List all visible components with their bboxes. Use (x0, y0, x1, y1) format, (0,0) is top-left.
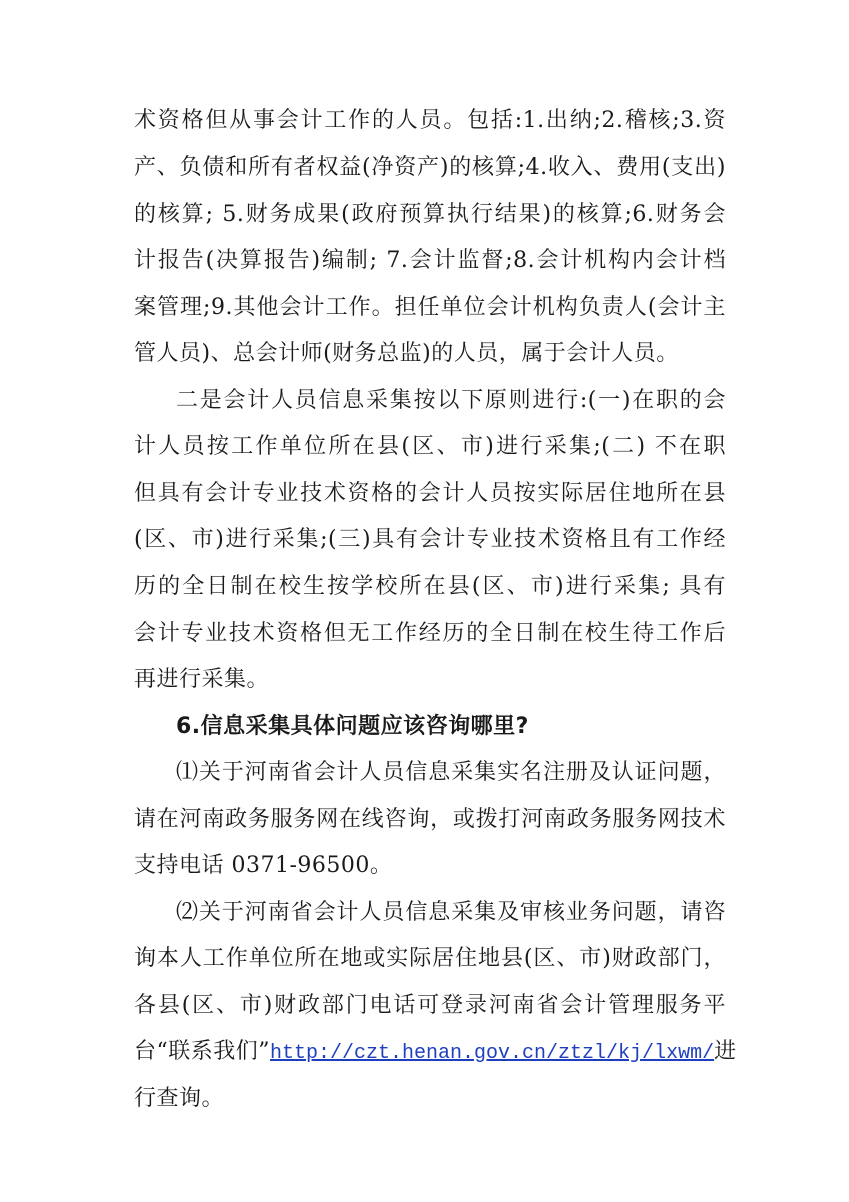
paragraph-line: 的核算; 5.财务成果(政府预算执行结果)的核算;6.财务会 (134, 202, 726, 227)
paragraph-line-with-link (134, 1037, 737, 1067)
paragraph-line: 计报告(决算报告)编制; 7.会计监督;8.会计机构内会计档 (134, 248, 726, 273)
paragraph-line: 历的全日制在校生按学校所在县(区、市)进行采集; 具有 (134, 574, 726, 599)
paragraph-line: 计人员按工作单位所在县(区、市)进行采集;(二) 不在职 (134, 434, 726, 459)
paragraph-line: 案管理;9.其他会计工作。担任单位会计机构负责人(会计主 (134, 295, 726, 320)
section-heading: 6.信息采集具体问题应该咨询哪里? (176, 714, 529, 739)
paragraph-line: ⑴关于河南省会计人员信息采集实名注册及认证问题， (176, 760, 726, 785)
paragraph-line: 会计专业技术资格但无工作经历的全日制在校生待工作后 (134, 621, 726, 646)
paragraph-line: 支持电话 0371-96500。 (134, 853, 393, 878)
paragraph-line: 二是会计人员信息采集按以下原则进行:(一)在职的会 (176, 388, 726, 413)
paragraph-line: 再进行采集。 (134, 667, 270, 692)
contact-us-link[interactable]: http://czt.henan.gov.cn/ztzl/kj/lxwm/ (270, 1042, 715, 1065)
paragraph-line: 各县(区、市)财政部门电话可登录河南省会计管理服务平 (134, 993, 726, 1018)
paragraph-line: 请在河南政务服务网在线咨询，或拨打河南政务服务网技术 (134, 807, 726, 832)
paragraph-line: 管人员)、总会计师(财务总监)的人员，属于会计人员。 (134, 341, 679, 366)
paragraph-line: 询本人工作单位所在地或实际居住地县(区、市)财政部门， (134, 946, 726, 971)
paragraph-line: 但具有会计专业技术资格的会计人员按实际居住地所在县 (134, 481, 726, 506)
line-text: 进 (714, 1039, 737, 1064)
paragraph-line: 产、负债和所有者权益(净资产)的核算;4.收入、费用(支出) (134, 155, 726, 180)
line-text: 台“联系我们” (134, 1039, 270, 1064)
paragraph-line: ⑵关于河南省会计人员信息采集及审核业务问题，请咨 (176, 900, 726, 925)
paragraph-line: 行查询。 (134, 1086, 225, 1111)
paragraph-line: (区、市)进行采集;(三)具有会计专业技术资格且有工作经 (134, 527, 726, 552)
paragraph-line: 术资格但从事会计工作的人员。包括:1.出纳;2.稽核;3.资 (134, 108, 726, 133)
